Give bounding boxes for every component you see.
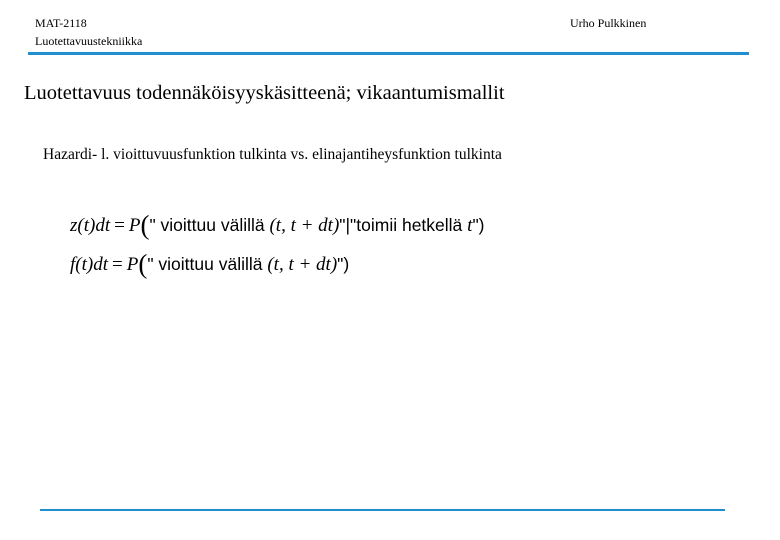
hazard-equation bbox=[70, 212, 484, 239]
slide-subtitle: Hazardi- l. vioittuvuusfunktion tulkinta vs. elinajantiheysfunktion tulkinta bbox=[43, 146, 502, 163]
eq2-text-a: " vioittuu välillä bbox=[147, 254, 268, 274]
eq1-interval: (t, t + dt) bbox=[269, 215, 340, 236]
eq1-closing: ") bbox=[472, 215, 485, 235]
eq2-closing: ") bbox=[337, 254, 350, 274]
course-name: Luotettavuustekniikka bbox=[35, 34, 143, 48]
eq1-open-paren: ( bbox=[140, 210, 150, 240]
eq1-separator: "|" bbox=[339, 215, 357, 235]
eq1-text-b: toimii hetkellä bbox=[356, 215, 468, 235]
eq1-var: t bbox=[467, 215, 473, 236]
eq2-interval: (t, t + dt) bbox=[267, 254, 338, 275]
header-author: Urho Pulkkinen bbox=[570, 16, 647, 30]
header-divider bbox=[28, 52, 749, 55]
eq2-open-paren: ( bbox=[138, 249, 148, 279]
footer-divider bbox=[40, 509, 725, 511]
eq2-equals: = bbox=[112, 254, 123, 275]
slide-title: Luotettavuus todennäköisyyskäsitteenä; vikaantumismallit bbox=[24, 82, 505, 104]
header-course bbox=[35, 14, 142, 50]
eq2-lhs-func: f bbox=[70, 254, 76, 275]
eq1-prob: P bbox=[128, 215, 141, 236]
course-code: MAT-2118 bbox=[35, 16, 87, 30]
eq2-prob: P bbox=[126, 254, 139, 275]
eq1-equals: = bbox=[114, 215, 125, 236]
eq1-lhs-func: z bbox=[70, 215, 78, 236]
eq1-lhs-arg: (t)dt bbox=[77, 215, 111, 236]
eq2-lhs-arg: (t)dt bbox=[75, 254, 108, 275]
density-equation bbox=[70, 251, 349, 278]
eq1-text-a: " vioittuu välillä bbox=[149, 215, 270, 235]
